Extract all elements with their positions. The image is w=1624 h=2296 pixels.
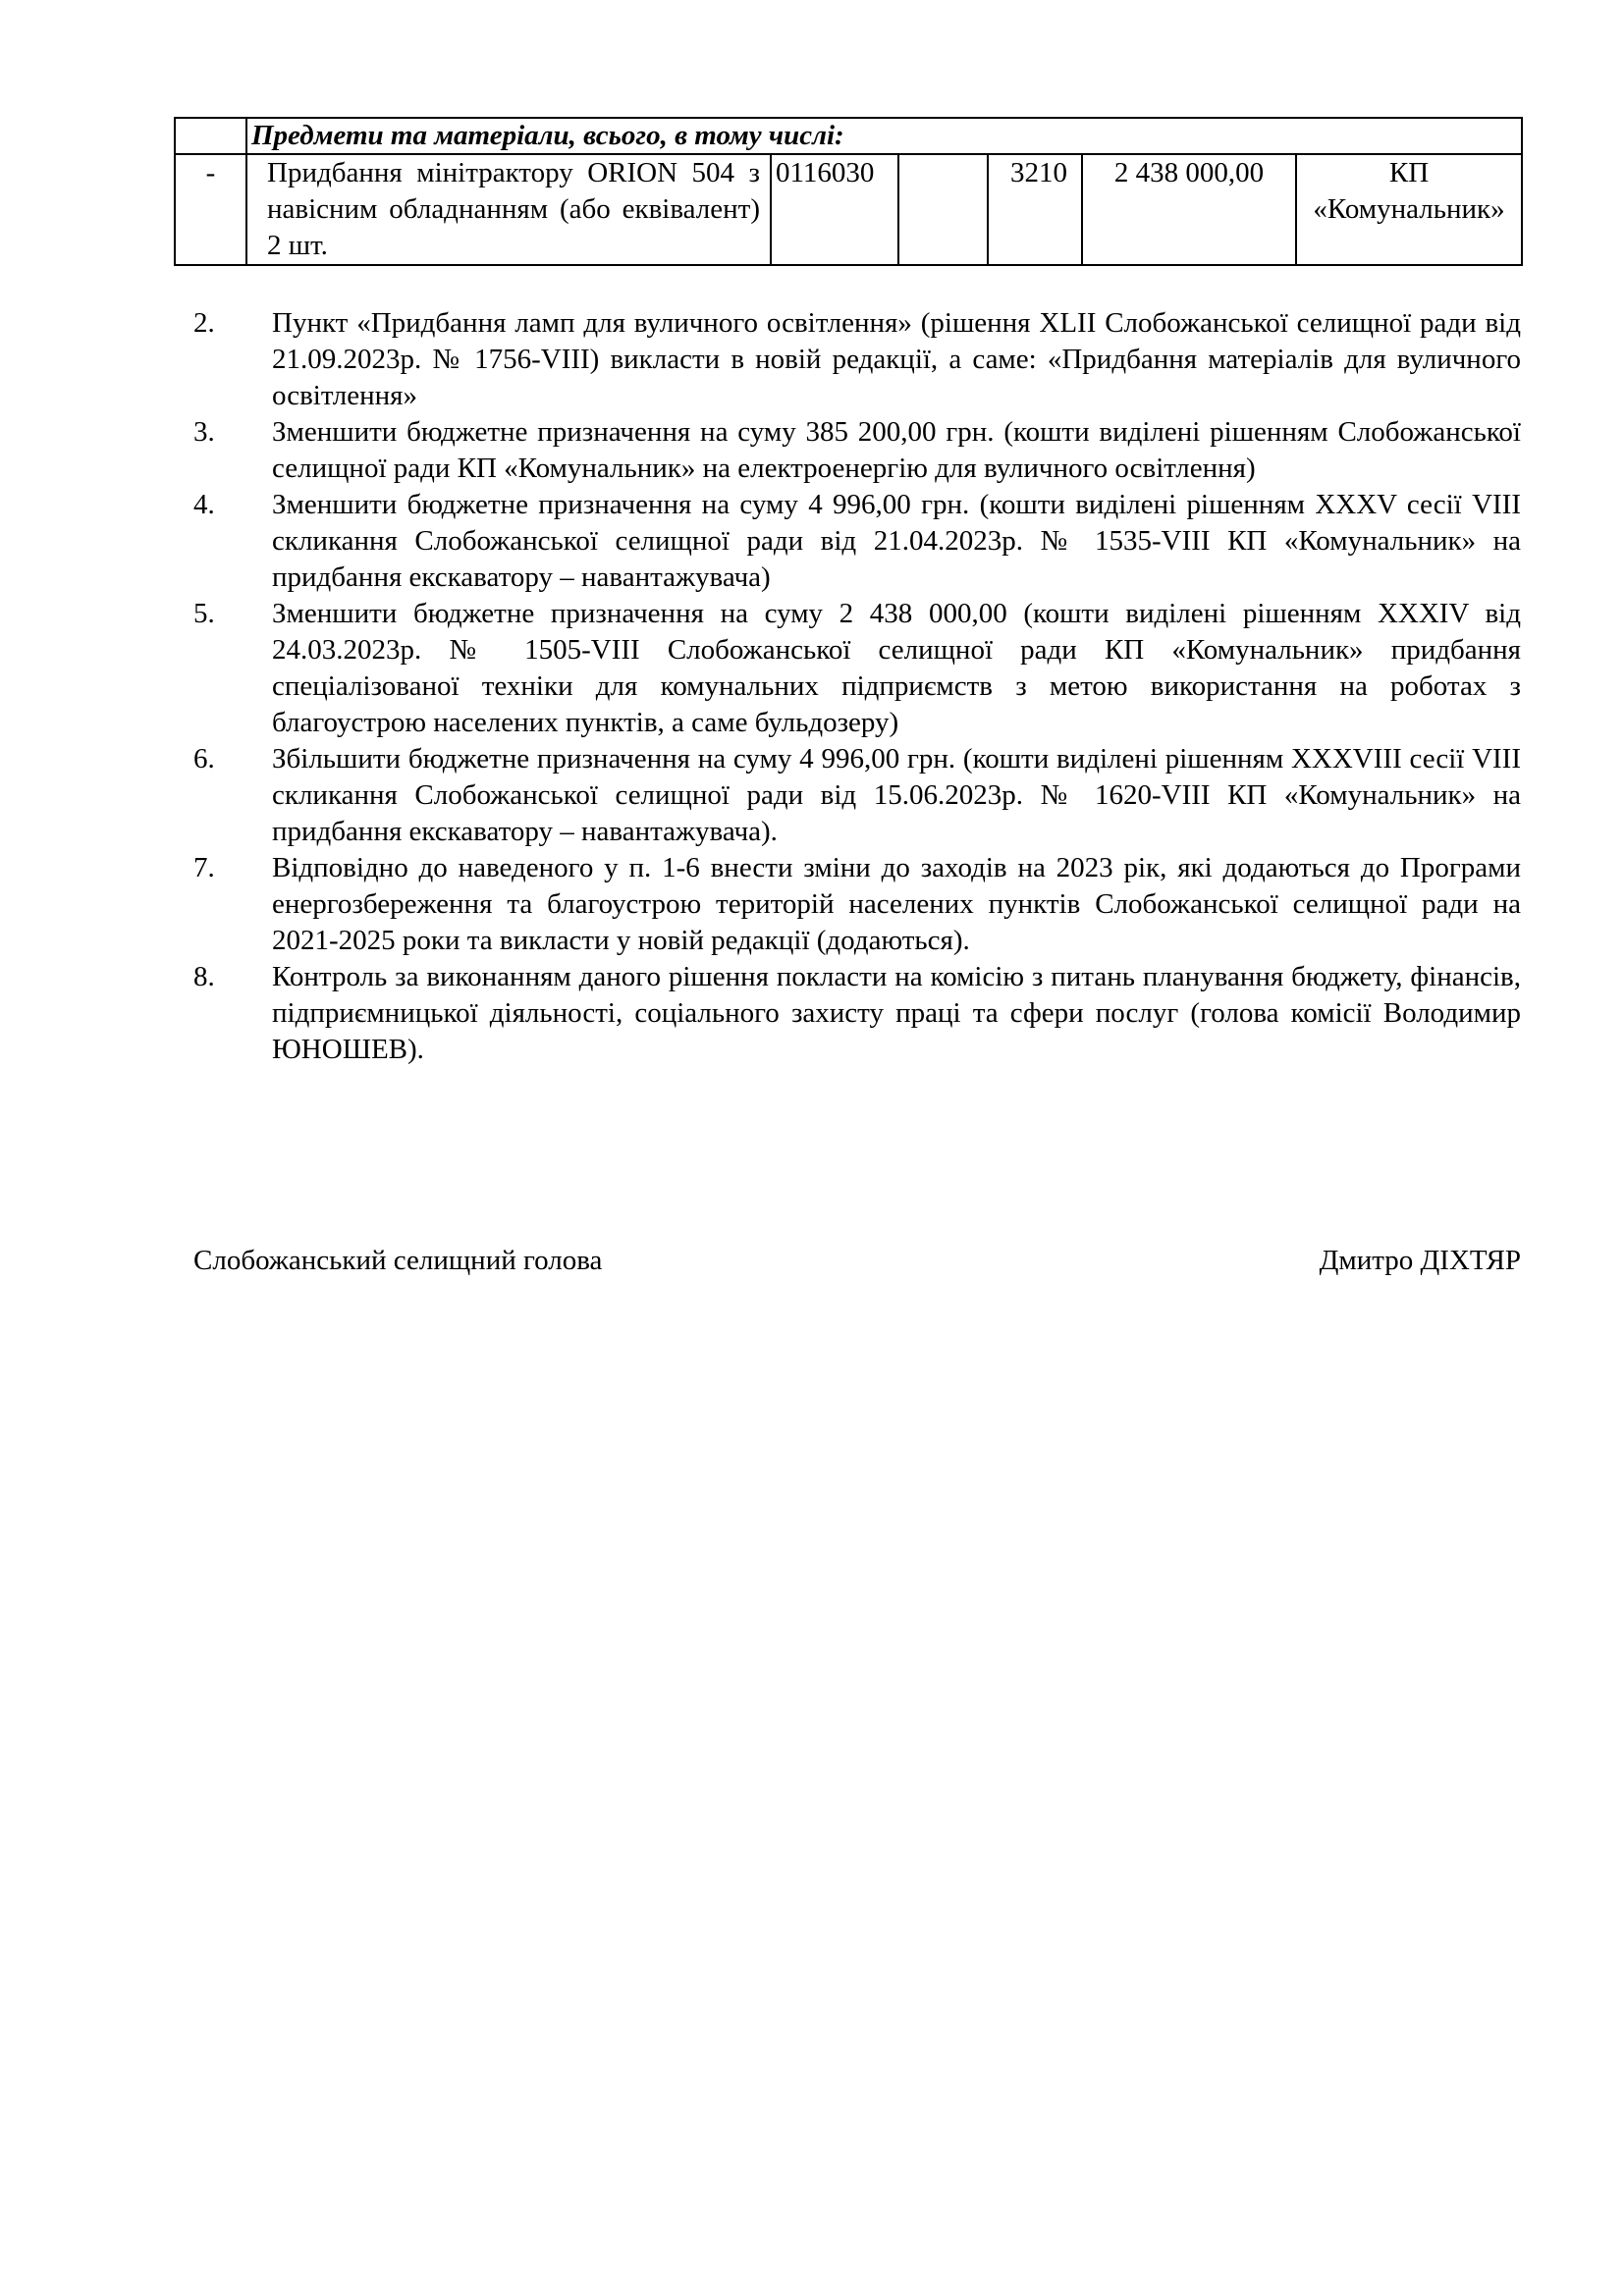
list-item-text: Зменшити бюджетне призначення на суму 2 438 000,00 (кошти виділені рішенням XXXIV від 24.03.2023р. № 1505-VIII Слобожанської селищної ради КП «Комунальник» придбання спеціалізованої техніки для комунальних підприємств з метою використання на роботах з благоустрою населених пунктів, а саме бульдозеру): [272, 598, 1521, 738]
list-item-number: 6.: [193, 743, 215, 774]
list-item-number: 7.: [193, 852, 215, 883]
list-item: [193, 741, 1521, 850]
table-section-header-row: [175, 118, 1522, 154]
table-row-name: Придбання мінітрактору ORION 504 з навісним обладнанням (або еквівалент) 2 шт.: [246, 154, 771, 265]
list-item-text: Контроль за виконанням даного рішення покласти на комісію з питань планування бюджету, фінансів, підприємницької діяльності, соціального захисту праці та сфери послуг (голова комісії Володимир ЮНОШЕВ).: [272, 961, 1521, 1065]
numbered-list: [193, 305, 1521, 1068]
list-item-text: Зменшити бюджетне призначення на суму 4 996,00 грн. (кошти виділені рішенням XXXV сесії VIII скликання Слобожанської селищної ради від 21.04.2023р. № 1535-VIII КП «Комунальник» на придбання екскаватору – навантажувача): [272, 489, 1521, 593]
list-item: [193, 487, 1521, 596]
signature-position: Слобожанський селищний голова: [193, 1245, 603, 1276]
table-row-amount: 2 438 000,00: [1082, 154, 1296, 265]
list-item-number: 3.: [193, 416, 215, 448]
list-item-text: Збільшити бюджетне призначення на суму 4 996,00 грн. (кошти виділені рішенням XXXVIII сесії VIII скликання Слобожанської селищної ради від 15.06.2023р. № 1620-VIII КП «Комунальник» на придбання екскаватору – навантажувача).: [272, 743, 1521, 847]
list-item: [193, 414, 1521, 487]
list-item-text: Відповідно до наведеного у п. 1-6 внести зміни до заходів на 2023 рік, які додаються до Програми енергозбереження та благоустрою територій населених пунктів Слобожанської селищної ради на 2021-2025 роки та викласти у новій редакції (додаються).: [272, 852, 1521, 956]
table-row-program-code: 0116030: [771, 154, 898, 265]
table-empty-cell: [175, 118, 246, 154]
table-section-title: Предмети та матеріали, всього, в тому числі:: [246, 118, 1522, 154]
signature-name: Дмитро ДІХТЯР: [1319, 1245, 1521, 1276]
list-item-text: Пункт «Придбання ламп для вуличного освітлення» (рішення XLII Слобожанської селищної ради від 21.09.2023р. № 1756-VIII) викласти в новій редакції, а саме: «Придбання матеріалів для вуличного освітлення»: [272, 307, 1521, 411]
table-row: [175, 154, 1522, 265]
table-row-empty-cell: [898, 154, 988, 265]
table-row-kekv: 3210: [988, 154, 1082, 265]
table-row-executor: КП «Комунальник»: [1296, 154, 1522, 265]
list-item-number: 8.: [193, 961, 215, 992]
list-item-text: Зменшити бюджетне призначення на суму 385 200,00 грн. (кошти виділені рішенням Слобожанської селищної ради КП «Комунальник» на електроенергію для вуличного освітлення): [272, 416, 1521, 484]
list-item-number: 2.: [193, 307, 215, 339]
list-item: [193, 305, 1521, 414]
measures-table: [174, 117, 1523, 266]
list-item-number: 4.: [193, 489, 215, 520]
table-row-marker: -: [175, 154, 246, 265]
list-item: [193, 850, 1521, 959]
list-item: [193, 596, 1521, 741]
list-item-number: 5.: [193, 598, 215, 629]
list-item: [193, 959, 1521, 1068]
